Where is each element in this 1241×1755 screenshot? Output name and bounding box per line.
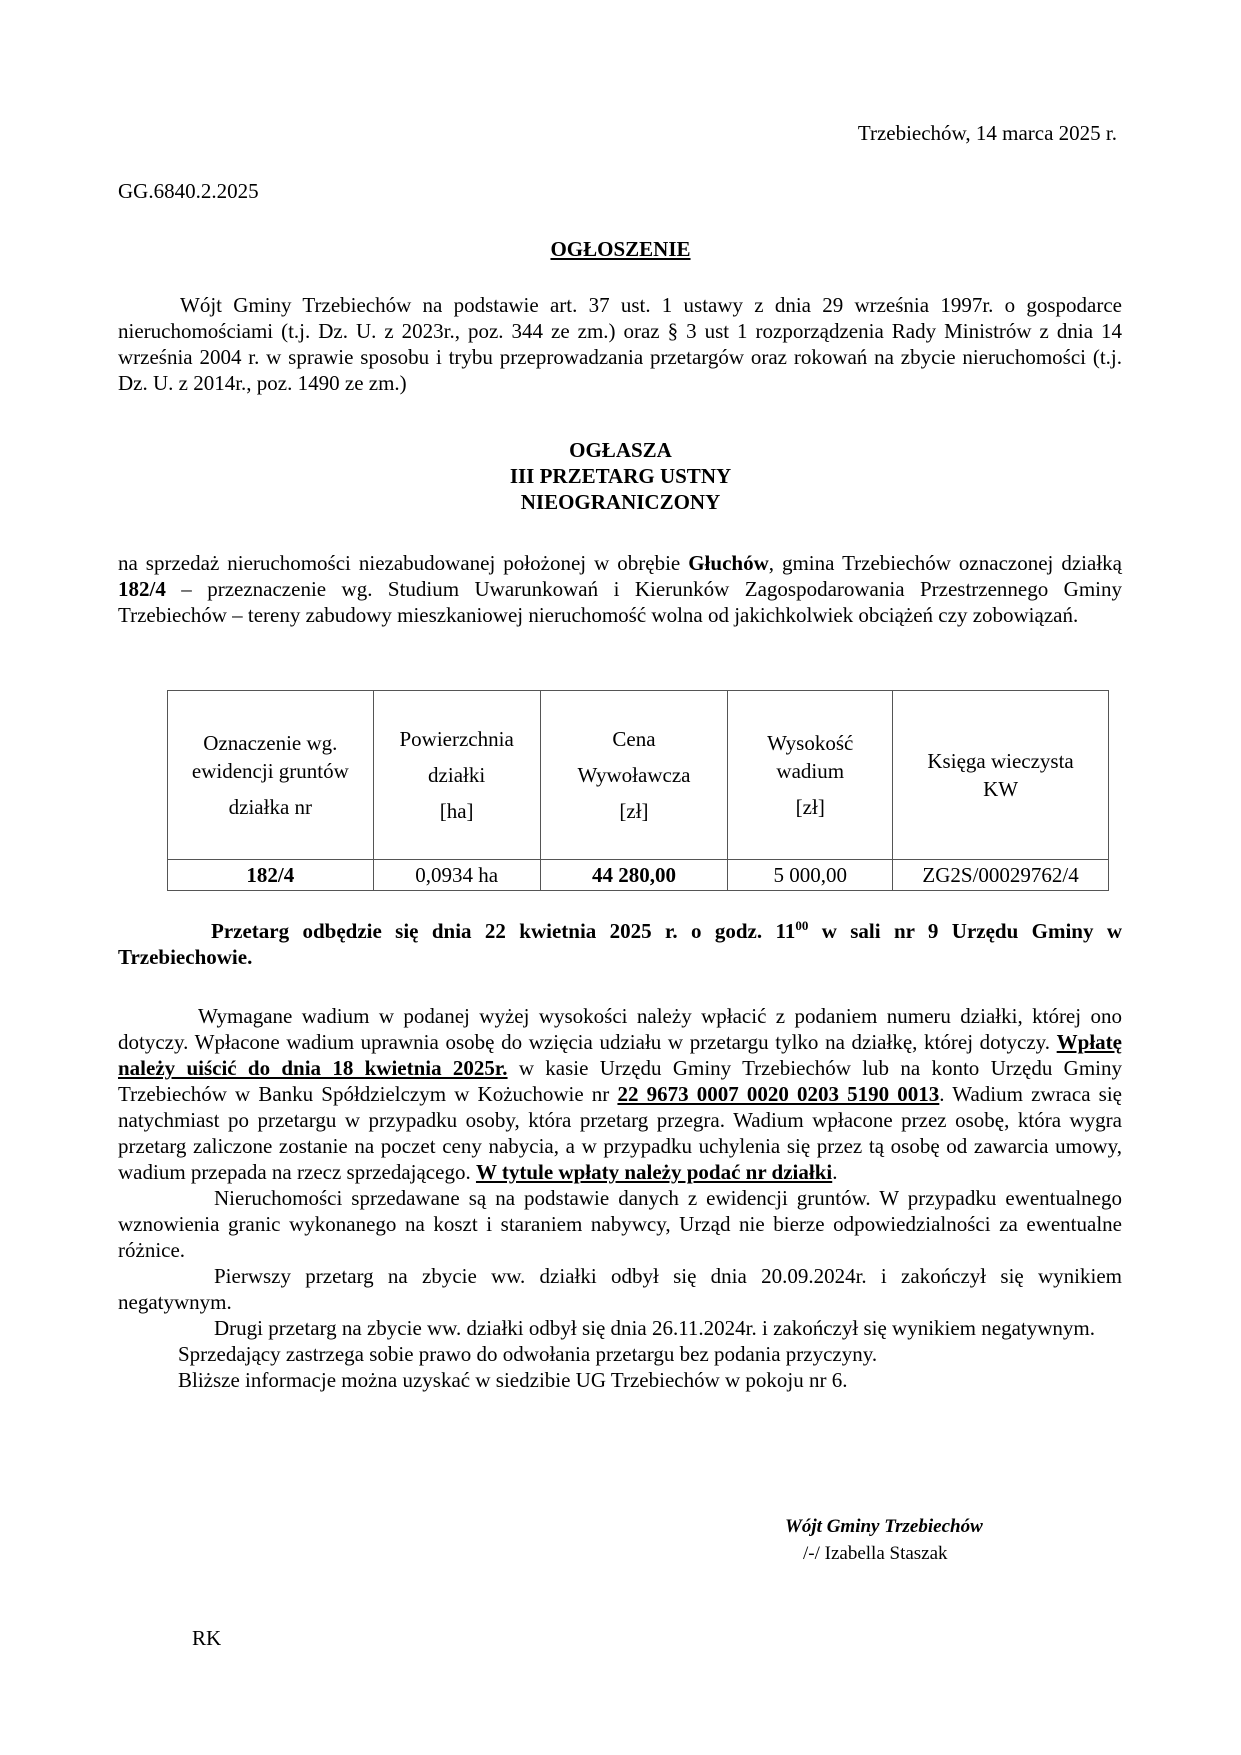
announce-line-2: III PRZETARG USTNY [509,464,732,488]
deposit-text-c: w kasie Urzędu Gminy Trzebiechów lub na konto Urzędu Gminy Trzebiechów w Banku Spółdzielczym w Kożuchowie nr [118,1056,1122,1106]
header-deposit-l3: [zł] [795,795,825,819]
first-auction-paragraph: Pierwszy przetarg na zbycie ww. działki odbył się dnia 20.09.2024r. i zakończył się wynikiem negatywnym. [118,1264,1122,1314]
deposit-paragraph [118,1003,1122,1185]
cell-parcel: 182/4 [168,860,374,891]
cell-land-register: ZG2S/00029762/4 [893,860,1109,891]
property-description [118,550,1122,628]
records-paragraph: Nieruchomości sprzedawane są na podstawie danych z ewidencji gruntów. W przypadku ewentualnego wznowienia granic wykonanego na koszt i staraniem nabywcy, Urząd nie bierze odpowiedzialności za ewentualne różnice. [118,1186,1122,1262]
signature-title: Wójt Gminy Trzebiechów [785,1516,983,1537]
description-text-1: na sprzedaż nieruchomości niezabudowanej położonej w obrębie [118,551,689,575]
table-header-row [168,691,1109,860]
description-parcel: 182/4 [118,577,166,601]
description-text-2: , gmina Trzebiechów oznaczonej działką [768,551,1122,575]
signature-name: /-/ Izabella Staszak [803,1543,948,1564]
auction-time-sup: 00 [795,918,809,933]
description-text-3: – przeznaczenie wg. Studium Uwarunkowań i Kierunków Zagospodarowania Przestrzennego Gminy Trzebiechów – tereny zabudowy mieszkaniowej nieruchomość wolna od jakichkolwiek obciążeń czy zobowiązań. [118,577,1122,627]
deposit-text-d: . Wadium zwraca się natychmiast po przetargu w przypadku osoby, która przetarg przegra. Wadium wpłacone przez osobę, która wygra przetarg zaliczone zostanie na poczet ceny nabycia, a w przypadku uchylenia się przez tą osobę od zawarcia umowy, wadium przepada na rzecz sprzedającego. [118,1082,1122,1184]
deposit-text-a: Wymagane wadium w podanej wyżej wysokości należy wpłacić z podaniem numeru działki, której ono dotyczy. Wpłacone wadium uprawnia osobę do wzięcia udziału w przetargu tylko na działkę, której dotyczy. [118,1004,1122,1054]
header-price-l3: [zł] [619,799,649,823]
header-parcel-l1: Oznaczenie wg. [203,731,338,755]
description-place: Głuchów [688,551,769,575]
table-row [168,860,1109,891]
header-deposit-l2: wadium [776,759,845,783]
header-land-register-l1: Księga wieczysta [927,749,1074,773]
parcel-table [167,690,1109,891]
place-date: Trzebiechów, 14 marca 2025 r. [857,121,1117,145]
header-land-register [893,691,1109,860]
deposit-text-f: . [832,1160,838,1184]
header-deposit [728,691,893,860]
header-price-l1: Cena [612,727,656,751]
announce-line-1: OGŁASZA [569,438,672,462]
cell-area: 0,0934 ha [373,860,540,891]
auction-text-2: w sali nr 9 Urzędu Gminy w Trzebiechowie. [118,919,1123,969]
second-auction-paragraph: Drugi przetarg na zbycie ww. działki odbył się dnia 26.11.2024r. i zakończył się wynikiem negatywnym. [214,1316,1095,1340]
auction-date-paragraph [118,918,1122,970]
cell-deposit: 5 000,00 [728,860,893,891]
header-area-l1: Powierzchnia [399,727,514,751]
header-area-l2: działki [428,763,486,787]
intro-paragraph [118,292,1122,396]
header-deposit-l1: Wysokość [767,731,854,755]
header-parcel-l2: ewidencji gruntów [191,759,349,783]
header-price-l2: Wywoławcza [577,763,691,787]
document-title: OGŁOSZENIE [550,237,691,261]
header-parcel-l3: działka nr [228,795,313,819]
header-price [540,691,728,860]
cell-price: 44 280,00 [540,860,728,891]
author-initials: RK [192,1626,222,1650]
auction-text: Przetarg odbędzie się dnia 22 kwietnia 2025 r. o godz. 11 [211,919,796,943]
header-parcel [168,691,374,860]
header-area-l3: [ha] [439,799,474,823]
info-paragraph: Bliższe informacje można uzyskać w siedzibie UG Trzebiechów w pokoju nr 6. [178,1368,848,1392]
terms-section [118,1003,1122,1393]
deposit-deadline: Wpłatę należy uiścić do dnia 18 kwietnia 2025r. [118,1030,1122,1080]
payment-title-note: W tytule wpłaty należy podać nr działki [475,1160,833,1184]
reference-number: GG.6840.2.2025 [118,179,259,203]
header-land-register-l2: KW [983,777,1019,801]
bank-account-number: 22 9673 0007 0020 0203 5190 0013 [617,1082,940,1106]
intro-text: Wójt Gminy Trzebiechów na podstawie art. 37 ust. 1 ustawy z dnia 29 września 1997r. o gospodarce nieruchomościami (t.j. Dz. U. z 2023r., poz. 344 ze zm.) oraz § 3 ust 1 rozporządzenia Rady Ministrów z dnia 14 września 2004 r. w sprawie sposobu i trybu przeprowadzania przetargów oraz rokowań na zbycie nieruchomości (t.j. Dz. U. z 2014r., poz. 1490 ze zm.) [118,293,1122,395]
announce-line-3: NIEOGRANICZONY [520,490,721,514]
header-area [373,691,540,860]
reserve-paragraph: Sprzedający zastrzega sobie prawo do odwołania przetargu bez podania przyczyny. [178,1342,878,1366]
announcement-heading [0,437,1241,515]
